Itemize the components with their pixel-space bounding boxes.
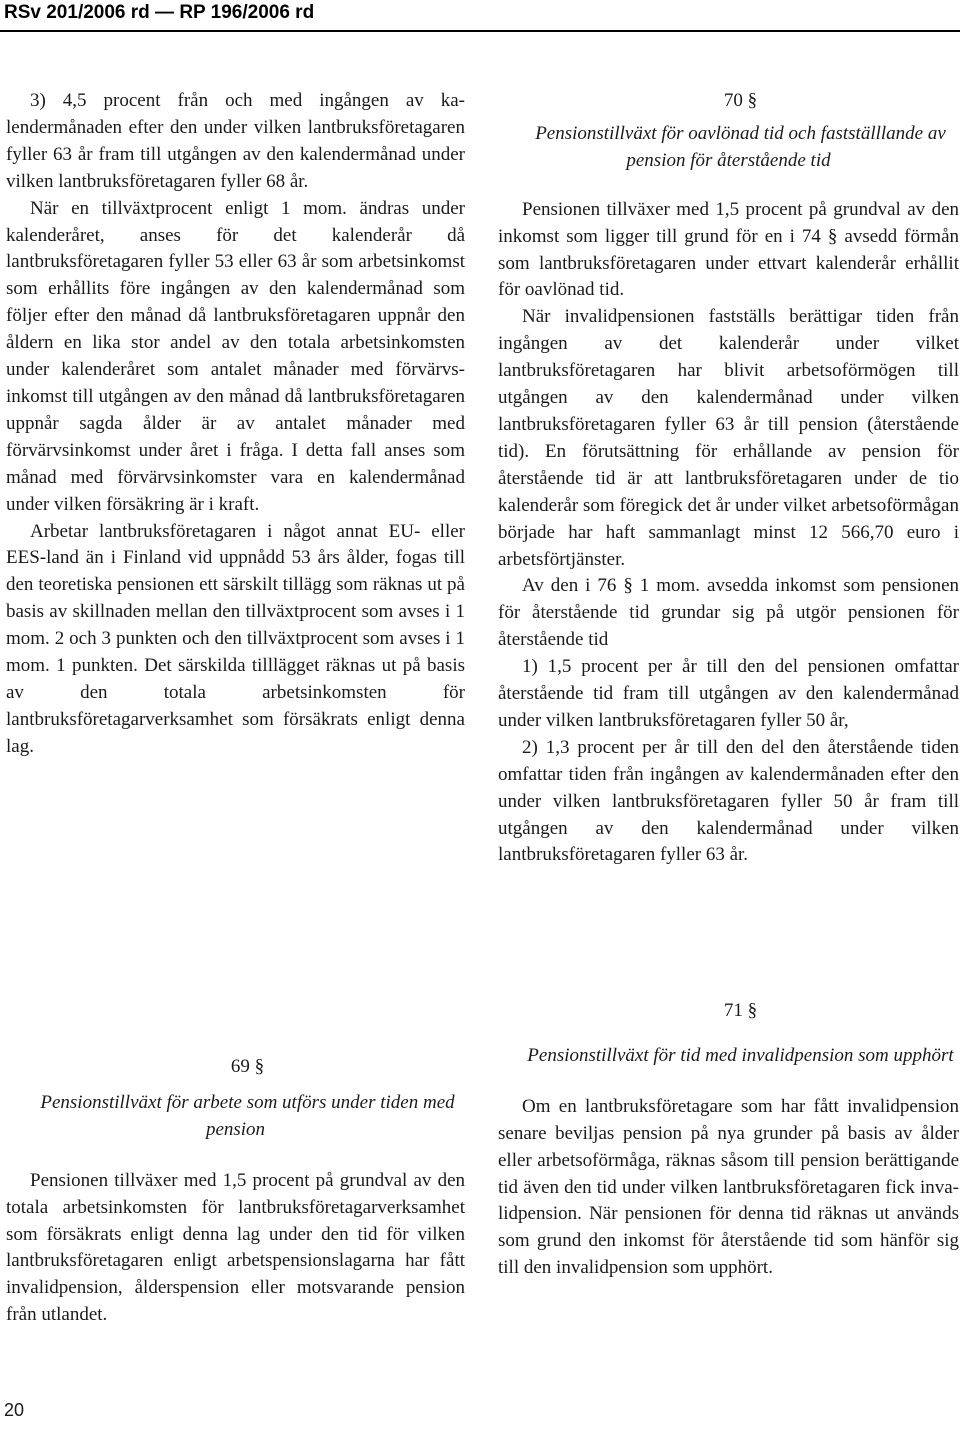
running-header: RSv 201/2006 rd — RP 196/2006 rd — [4, 2, 315, 23]
section-body: Om en lantbruksföretagare som har fått invalidpension senare beviljas pension på nya grunder på basis av ålder eller arbetsoförmåga, räknas såsom till pension berättigande tid även den tid under vilken lantbruksföretagaren fick invalidpension. När pensionen för denna tid räknas ut används som grund den inkomst för återstående tid som hänför sig till den invalidpension som upphört. — [498, 1095, 959, 1279]
section-list-item: 2) 1,3 procent per år till den del den återstående tiden omfattar tiden från ingången av kalendermånaden efter den under vilken lantbruksföretagaren fyller 50 år fram till utgången av den kalendermånad under vilken lantbruksföretagaren fyller 63 år. — [498, 736, 959, 866]
paragraph-item-3: 3) 4,5 procent från och med ingången av kalendermånaden efter den under vilken lantbruksföretagaren fyller 63 år fram till utgången av den kalendermånad under vilken lantbruksföretagaren fyller 68 år. — [6, 90, 465, 192]
section-70 — [498, 88, 959, 869]
section-71 — [498, 998, 959, 1282]
section-number: 70 § — [723, 90, 758, 111]
section-number: 71 § — [723, 1000, 758, 1021]
section-number: 69 § — [230, 1056, 265, 1077]
section-paragraph: När invalidpensionen fastställs berättigar tiden från ingången av det kalenderår under vilket lantbruksföretagaren har blivit arbetsoförmögen till utgången av den kalendermånad under vilken lantbruksföretagaren fyller 63 år till pension (återstående tid). En förutsättning för erhållande av pension för återstående tid är att lantbruksföretagaren under de tio kalenderår som föregick det år under vilket arbetsoförmågan började har haft sammanlagt minst 12 566,70 euro i arbetsförtjänster. — [498, 306, 959, 570]
section-title: Pensionstillväxt för arbete som utförs under tiden med pension — [40, 1091, 455, 1140]
section-title: Pensionstillväxt för tid med invalidpension som upphört — [527, 1044, 954, 1066]
section-paragraph: Pensionen tillväxer med 1,5 procent på grundval av den inkomst som ligger till grund för en i 74 § avsedd förmån som lantbruksföretagaren under ettvart kalenderår erhållit för oavlönad tid. — [498, 198, 959, 301]
left-column-top — [6, 88, 465, 761]
section-paragraph: Av den i 76 § 1 mom. avsedda inkomst som pensionen för återstående tid grundar sig på utgör pensionen för återstående tid — [498, 575, 959, 651]
section-list-item: 1) 1,5 procent per år till den del pensionen omfattar återstående tid fram till utgången av den kalendermånad under vilken lantbruksföretagaren fyller 50 år, — [498, 656, 959, 731]
paragraph-eu-ees: Arbetar lantbruksföretagaren i något annat EU- eller EES-land än i Finland vid uppnådd 53 års ålder, fogas till den teoretiska pensionen ett särskilt tillägg som räknas ut på basis av skillnaden mellan den tillväxtprocent som avses i 1 mom. 2 och 3 punkten och den tillväxtprocent som avses i 1 mom. 1 punkten. Det särskilda tilllägget räknas ut på basis av den totala arbetsinkomsten för lantbruksföretagarverksamhet som försäkrats enligt denna lag. — [6, 520, 465, 757]
paragraph-tillvaxtprocent: När en tillväxtprocent enligt 1 mom. ändras under kalenderåret, anses för det kalenderår då lantbruksföretagaren fyller 53 eller 63 år som arbetsinkomst som erhållits före ingången av den kalendermånad som följer efter den månad då lantbruksföretagaren uppnår den åldern en lika stor andel av den totala arbetsinkomsten under kalenderåret som antalet månader med förvärvsinkomst till utgången av den månad då lantbruksföretagaren uppnår sagda ålder är av antalet månader med förvärvsinkomst under året i fråga. I detta fall anses som månad med förvärvsinkomster vara en kalendermånad under vilken försäkring är i kraft. — [6, 197, 465, 515]
section-title: Pensionstillväxt för oavlönad tid och fastställlande av pension för återstående tid — [535, 122, 946, 171]
section-body: Pensionen tillväxer med 1,5 procent på grundval av den totala arbetsinkomsten för lantbruksföretagarverksamhet som försäkrats enligt denna lag under den tid för vilken lantbruksföretagaren enligt arbetspensionslagarna har fått invalidpension, ålderspension eller motsvarande pension från utlandet. — [6, 1169, 465, 1326]
page-number: 20 — [4, 1400, 25, 1420]
section-69 — [6, 1054, 465, 1329]
header-rule — [0, 30, 960, 32]
